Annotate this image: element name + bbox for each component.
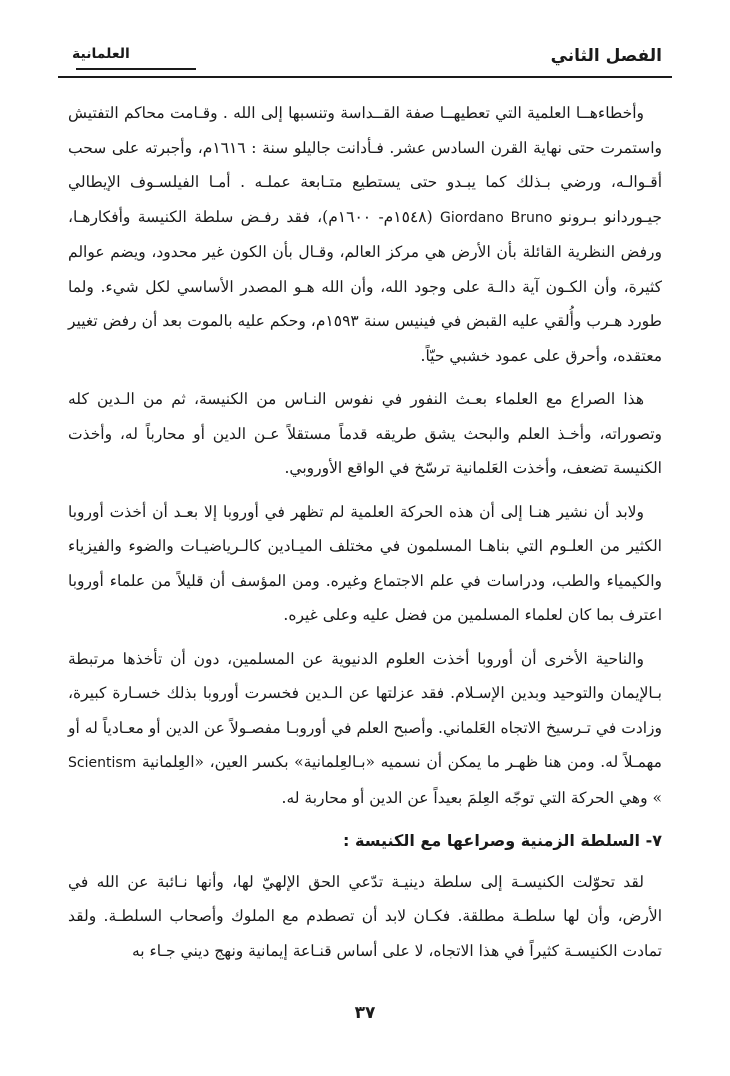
paragraph-4-part-1: والناحية الأخرى أن أوروبا أخذت العلوم الدنيوية عن المسلمين، دون أن تأخذها مرتبطة بـالإيمان والتوحيد وبدين الإسـلام. فقد عزلتها عن الـدين فخسرت أوروبا بذلك خسـارة كبيرة، وزادت في تـرسيخ الاتجاه العَلماني. وأصبح العلم في أوروبـا مفصـولاً عن الدين أو معـادياً له أو مهمـلاً له. ومن هنا ظهـر ما يمكن أن نسميه «بـالعِلمانية» بكسر العين، «العِلمانية	[68, 649, 662, 771]
latin-name-giordano-bruno: Giordano Bruno	[440, 209, 553, 226]
book-title-underline	[76, 68, 196, 70]
chapter-title: الفصل الثاني	[550, 46, 662, 66]
paragraph-1	[68, 96, 662, 373]
latin-term-scientism: Scientism	[68, 755, 137, 771]
book-title: العلمانية	[72, 46, 130, 62]
body-text	[68, 96, 662, 977]
page-number: ٣٧	[354, 1003, 376, 1023]
section-paragraph: لقد تحوّلت الكنيسـة إلى سلطة دينيـة تدّعي الحق الإلهيّ لها، وأنها نـائبة عن الله في الأرض، وأن لها سلطـة مطلقة. فكـان لابد أن تصطدم مع الملوك وأصحاب السلطـة. ولقد تمادت الكنيسـة كثيراً في هذا الاتجاه، لا على أساس قنـاعة إيمانية ونهج ديني جـاء به	[68, 872, 662, 960]
header-rule	[58, 76, 672, 78]
paragraph-1-part-1: وأخطاءهــا العلمية التي تعطيهــا صفة القــداسة وتنسبها إلى الله . وقـامت محاكم التفتيش واستمرت حتى نهاية القرن السادس عشر. فـأدانت جاليلو سنة : ١٦١٦م، وأجبرته على سحب أقـوالـه، ورضي بـذلك كما يبـدو حتى يستطيع متـابعة عملـه . أمـا الفيلسـوف الإيطالي جيـوردانو بـرونو	[68, 104, 663, 226]
running-header	[58, 38, 672, 78]
paragraph-3: ولابد أن نشير هنـا إلى أن هذه الحركة العلمية لم تظهر في أوروبا إلا بعـد أن أخذت أوروبا الكثير من العلـوم التي بناهـا المسلمون في مختلف الميـادين كالـرياضيـات والضوء والفيزياء والكيمياء والطب، ودراسات في علم الاجتماع وغيره. ومن المؤسف أن قليلاً من علماء أوروبا اعترف بما كان لعلماء المسلمين من فضل عليه وعلى غيره.	[68, 502, 662, 624]
paragraph-2: هذا الصراع مع العلماء بعـث النفور في نفوس النـاس من الكنيسة، ثم من الـدين كله وتصوراته، وأخـذ العلم والبحث يشق طريقه قدماً مستقلاً عـن الدين أو محارباً له، وأخذت الكنيسة تضعف، وأخذت العَلمانية ترسّخ في الواقع الأوروبي.	[68, 390, 662, 477]
section-heading: ٧- السلطة الزمنية وصراعها مع الكنيسة :	[343, 831, 662, 850]
paragraph-4	[68, 642, 662, 816]
paragraph-4-part-2: » وهي الحركة التي توجّه العِلمَ بعيداً عن الدين أو محاربة له.	[281, 788, 662, 807]
paragraph-1-part-2: (١٥٤٨م- ١٦٠٠م)، فقد رفـض سلطة الكنيسة وأفكارهـا، ورفض النظرية القائلة بأن الأرض هي مركز العالم، وقـال بأن الكون غير محدود، ويضم عوالم كثيرة، وأن الكـون آية دالـة على وجود الله، وأن الله هـو المصدر الأساسي لكل شيء. ولما طورد هـرب وأُلقي عليه القبض في فينيس سنة ١٥٩٣م، وحكم عليه بالموت بعد أن رفض تغيير معتقده، وأحرق على عمود خشبي حيّاً.	[68, 207, 662, 365]
